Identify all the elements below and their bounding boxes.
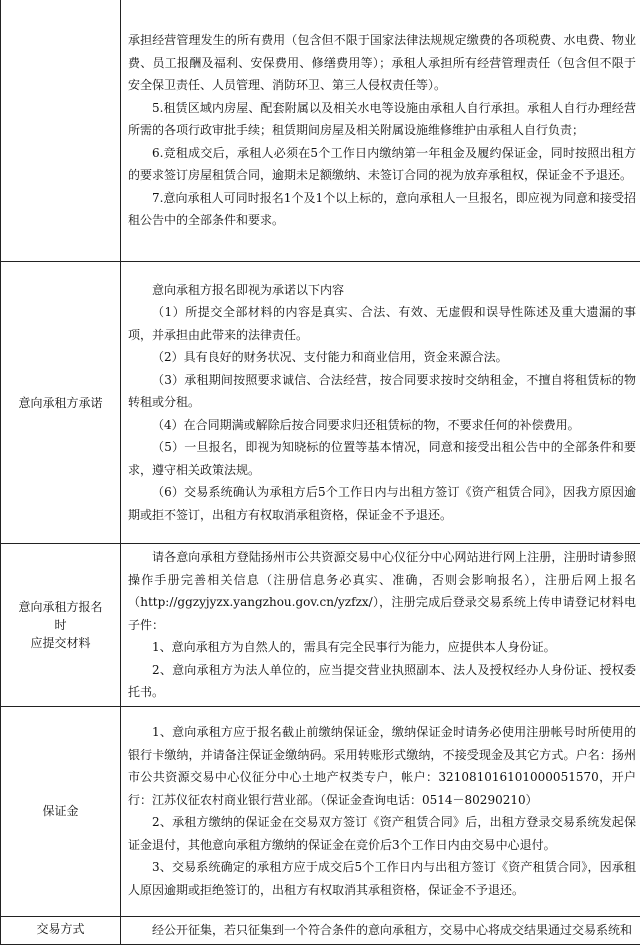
paragraph: 7.意向承租人可同时报名1个及1个以上标的，意向承租人一旦报名，即应视为同意和接受招租公告中的全部条件和要求。 [128,187,636,232]
row-label-empty [1,0,121,262]
row-content [121,262,640,544]
paragraph: 承担经营管理发生的所有费用（包含但不限于国家法律法规规定缴费的各项税费、水电费、物业费、员工报酬及福利、安保费用、修缮费用等）；承租人承担所有经营管理责任（包含但不限于安全保卫责任、人员管理、消防环卫、第三人侵权责任等）。 [128,29,636,97]
row-label [1,916,121,944]
label-text: 意向承租方报名 [1,598,120,616]
paragraph: 2、意向承租方为法人单位的，应当提交营业执照副本、法人及授权经办人身份证、授权委托书。 [128,659,636,704]
table-row [1,262,640,544]
paragraph: （4）在合同期满或解除后按合同要求归还租赁标的物，不要求任何的补偿费用。 [128,414,636,437]
table-row [1,544,640,707]
paragraph: 3、交易系统确定的承租方应于成交后5个工作日内与出租方签订《资产租赁合同》，因承租人原因逾期或拒绝签订的，出租方有权取消其承租资格，保证金不予退还。 [128,856,636,901]
row-label [1,706,121,916]
row-content [121,0,640,262]
row-label [1,262,121,544]
label-text: 意向承租方承诺 [1,394,120,412]
row-content [121,706,640,916]
paragraph: 1、意向承租方应于报名截止前缴纳保证金，缴纳保证金时请务必使用注册帐号时所使用的银行卡缴纳，并请备注保证金缴纳码。采用转账形式缴纳，不接受现金及其它方式。户名：扬州市公共资源交易中心仪征分中心土地产权类专户，帐户：321081016101000051570，开户行：江苏仪征农村商业银行营业部。（保证金查询电话：0514－80290210） [128,721,636,811]
table-row [1,706,640,916]
paragraph: （5）一旦报名，即视为知晓标的位置等基本情况，同意和接受出租公告中的全部条件和要求，遵守相关政策法规。 [128,436,636,481]
label-text: 保证金 [1,802,120,820]
paragraph: 意向承租方报名即视为承诺以下内容 [128,279,636,302]
paragraph: 1、意向承租方为自然人的，需具有完全民事行为能力，应提供本人身份证。 [128,636,636,659]
paragraph: 经公开征集，若只征集到一个符合条件的意向承租方，交易中心将成交结果通过交易系统和 [128,919,636,942]
table-row [1,916,640,944]
paragraph: 6.竞租成交后，承租人必须在5个工作日内缴纳第一年租金及履约保证金，同时按照出租方的要求签订房屋租赁合同，逾期未足额缴纳、未签订合同的视为放弃承租权，保证金不予退还。 [128,142,636,187]
paragraph: 5.租赁区域内房屋、配套附属以及相关水电等设施由承租人自行承担。承租人自行办理经营所需的各项行政审批手续；租赁期间房屋及相关附属设施维修维护由承租人自行负责； [128,97,636,142]
row-content [121,544,640,707]
label-text: 交易方式 [1,920,120,938]
label-text: 时 [1,616,120,634]
paragraph: 请各意向承租方登陆扬州市公共资源交易中心仪征分中心网站进行网上注册，注册时请参照操作手册完善相关信息（注册信息务必真实、准确，否则会影响报名），注册后网上报名（http://ggzyjyzx.yangzhou.gov.cn/yzfzx/），注册完成后登录交易系统上传申请登记材料电子件： [128,546,636,636]
paragraph: （2）具有良好的财务状况、支付能力和商业信用，资金来源合法。 [128,346,636,369]
paragraph: （3）承租期间按照要求诚信、合法经营，按合同要求按时交纳租金，不擅自将租赁标的物转租或分租。 [128,369,636,414]
paragraph: 2、承租方缴纳的保证金在交易双方签订《资产租赁合同》后，出租方登录交易系统发起保证金退付，其他意向承租方缴纳的保证金在竞价后3个工作日内由交易中心退付。 [128,811,636,856]
row-content [121,916,640,944]
paragraph: （6）交易系统确认为承租方后5个工作日内与出租方签订《资产租赁合同》，因我方原因逾期或拒不签订，出租方有权取消承租资格，保证金不予退还。 [128,481,636,526]
label-text: 应提交材料 [1,634,120,652]
paragraph: （1）所提交全部材料的内容是真实、合法、有效、无虚假和误导性陈述及重大遗漏的事项，并承担由此带来的法律责任。 [128,301,636,346]
table-row [1,0,640,262]
row-label [1,544,121,707]
